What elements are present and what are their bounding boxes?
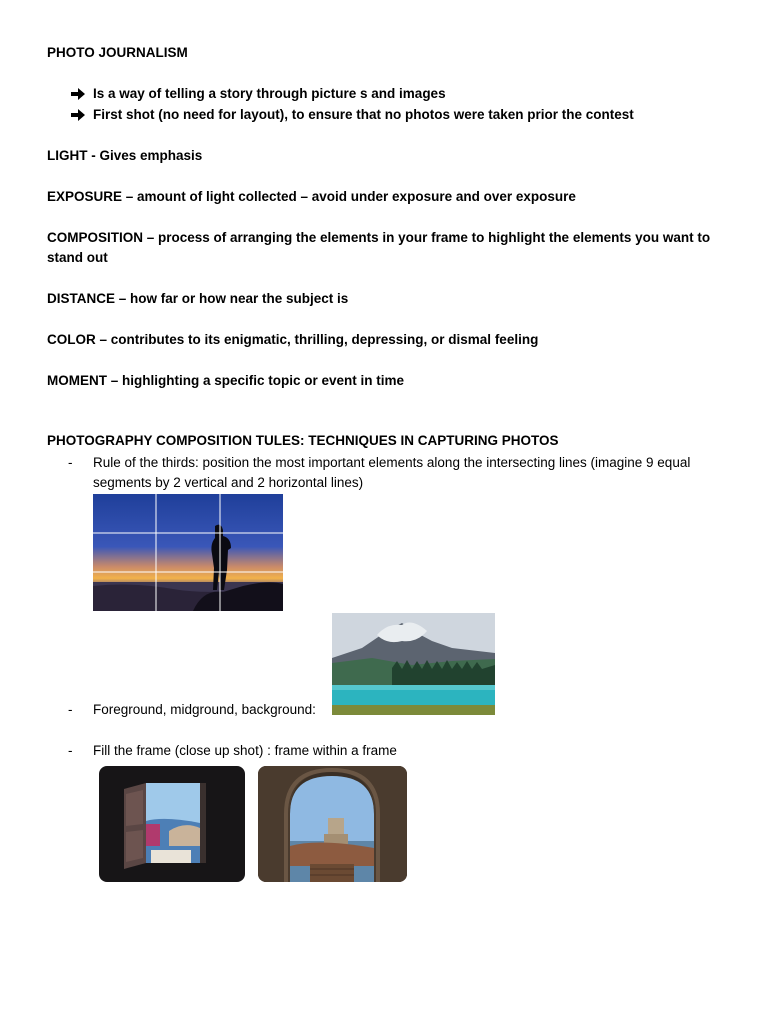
term-light: LIGHT - Gives emphasis	[47, 148, 203, 163]
bullet-text: First shot (no need for layout), to ensure that no photos were taken prior the contest	[93, 107, 634, 122]
window-frame-photo	[99, 766, 245, 882]
dash-marker: -	[68, 455, 73, 470]
arch-frame-photo	[258, 766, 407, 882]
bullet-item	[70, 105, 634, 125]
bullet-text: Is a way of telling a story through picture s and images	[93, 86, 446, 101]
term-composition: COMPOSITION – process of arranging the elements in your frame to highlight the elements you want to stand out	[47, 230, 711, 265]
foreground-text: Foreground, midground, background:	[93, 702, 316, 717]
term-moment: MOMENT – highlighting a specific topic or event in time	[47, 373, 405, 388]
bullet-item	[70, 84, 446, 104]
dash-marker: -	[68, 743, 73, 758]
term-distance: DISTANCE – how far or how near the subject is	[47, 291, 349, 306]
term-color: COLOR – contributes to its enigmatic, thrilling, depressing, or dismal feeling	[47, 332, 539, 347]
page-title: PHOTO JOURNALISM	[47, 45, 188, 60]
rule-of-thirds-photo	[93, 494, 283, 611]
fill-frame-text: Fill the frame (close up shot) : frame within a frame	[93, 743, 397, 758]
dash-marker: -	[68, 702, 73, 717]
term-exposure: EXPOSURE – amount of light collected – avoid under exposure and over exposure	[47, 189, 576, 204]
arrow-right-icon	[70, 108, 86, 122]
rule-of-thirds-text: Rule of the thirds: position the most important elements along the intersecting lines (imagine 9 equal segments by 2 vertical and 2 horizontal lines)	[93, 455, 691, 490]
arrow-right-icon	[70, 87, 86, 101]
section-heading: PHOTOGRAPHY COMPOSITION TULES: TECHNIQUES IN CAPTURING PHOTOS	[47, 433, 559, 448]
